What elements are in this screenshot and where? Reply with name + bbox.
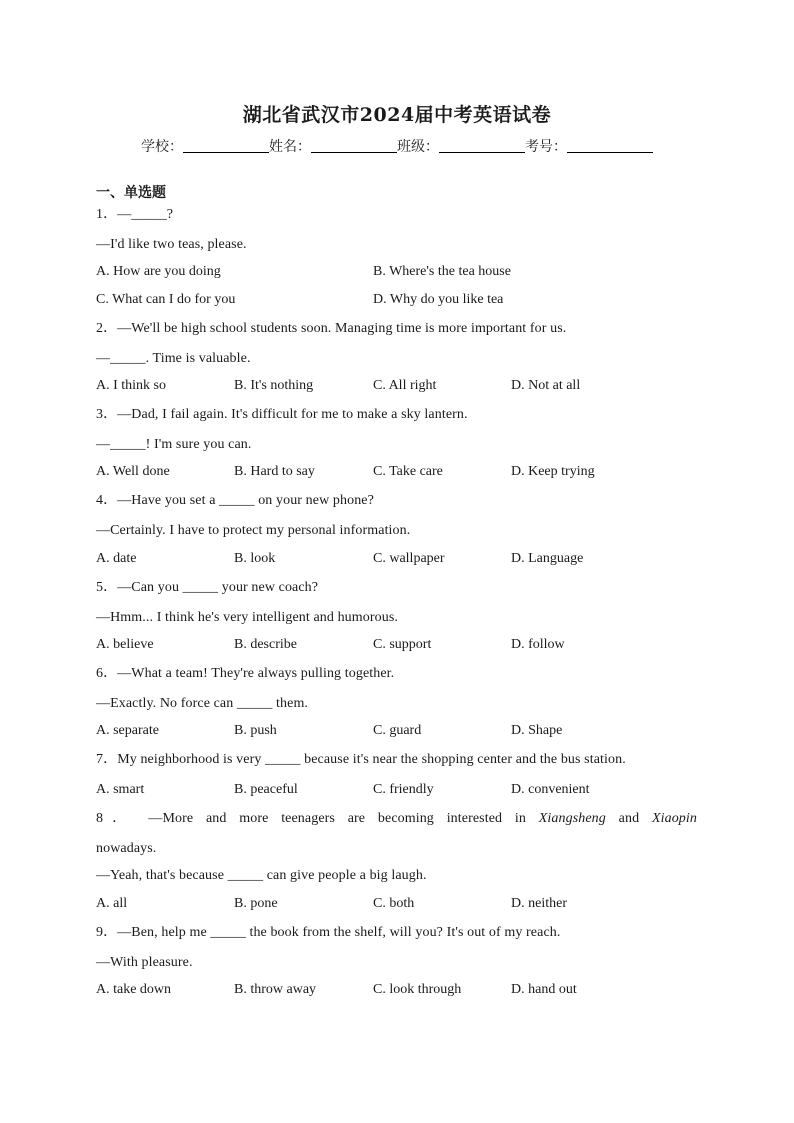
question-2-option-d: D. Not at all [511, 378, 581, 393]
question-5-reply: —Hmm... I think he's very intelligent and humorous. [96, 610, 398, 625]
question-1-option-d: D. Why do you like tea [373, 292, 504, 307]
question-3-option-d: D. Keep trying [511, 464, 595, 479]
question-1-option-c: C. What can I do for you [96, 292, 236, 307]
question-4-option-a: A. date [96, 551, 137, 566]
question-6-option-d: D. Shape [511, 723, 563, 738]
question-1-reply: —I'd like two teas, please. [96, 237, 247, 252]
question-1-stem: 1．—_____? [96, 207, 174, 222]
number-label: 考号： [525, 139, 567, 155]
question-5-stem: 5．—Can you _____ your new coach? [96, 580, 319, 595]
question-5-option-b: B. describe [234, 637, 297, 652]
question-8-term-xiaopin: Xiaopin [651, 811, 697, 826]
question-8-option-a: A. all [96, 896, 128, 911]
question-6-option-c: C. guard [373, 723, 422, 738]
school-blank [183, 139, 269, 153]
question-9-option-c: C. look through [373, 982, 462, 997]
name-label: 姓名： [269, 139, 311, 155]
question-9-stem: 9．—Ben, help me _____ the book from the shelf, will you? It's out of my reach. [96, 925, 561, 940]
student-info-row [0, 136, 794, 156]
question-6-option-a: A. separate [96, 723, 159, 738]
question-7-option-d: D. convenient [511, 782, 590, 797]
question-5-option-a: A. believe [96, 637, 154, 652]
question-5-option-c: C. support [373, 637, 432, 652]
question-9-reply: —With pleasure. [96, 955, 193, 970]
question-8-option-c: C. both [373, 896, 415, 911]
question-2-reply: —_____. Time is valuable. [96, 351, 251, 366]
question-3-reply: —_____! I'm sure you can. [96, 437, 252, 452]
question-7-option-b: B. peaceful [234, 782, 298, 797]
question-5-option-d: D. follow [511, 637, 565, 652]
question-3-option-c: C. Take care [373, 464, 443, 479]
question-8-term-xiangsheng: Xiangsheng [538, 811, 606, 826]
question-7-option-c: C. friendly [373, 782, 434, 797]
question-7-option-a: A. smart [96, 782, 145, 797]
class-blank [439, 139, 525, 153]
question-7-stem: 7．My neighborhood is very _____ because it's near the shopping center and the bus station. [96, 752, 626, 767]
question-1-option-b: B. Where's the tea house [373, 264, 511, 279]
question-3-option-b: B. Hard to say [234, 464, 315, 479]
page-title: 湖北省武汉市2024届中考英语试卷 [242, 104, 552, 126]
school-label: 学校： [141, 139, 183, 155]
question-6-option-b: B. push [234, 723, 277, 738]
question-4-option-b: B. look [234, 551, 276, 566]
name-blank [311, 139, 397, 153]
question-2-option-a: A. I think so [96, 378, 166, 393]
question-3-option-a: A. Well done [96, 464, 170, 479]
class-label: 班级： [397, 139, 439, 155]
question-8-and: and [605, 811, 652, 826]
question-8-option-b: B. pone [234, 896, 278, 911]
question-4-option-d: D. Language [511, 551, 584, 566]
number-blank [567, 139, 653, 153]
question-4-option-c: C. wallpaper [373, 551, 445, 566]
section-title: 一、单选题 [96, 185, 166, 201]
question-8-option-d: D. neither [511, 896, 567, 911]
question-2-option-b: B. It's nothing [234, 378, 314, 393]
question-8-reply: —Yeah, that's because _____ can give people a big laugh. [96, 868, 427, 883]
question-4-reply: —Certainly. I have to protect my personal information. [96, 523, 411, 538]
question-2-stem: 2．—We'll be high school students soon. Managing time is more important for us. [96, 321, 567, 336]
question-8-stem [96, 810, 697, 828]
question-9-option-d: D. hand out [511, 982, 577, 997]
question-8-stem-text: 8． —More and more teenagers are becoming interested in [96, 811, 539, 826]
question-2-option-c: C. All right [373, 378, 437, 393]
question-9-option-b: B. throw away [234, 982, 317, 997]
question-6-reply: —Exactly. No force can _____ them. [96, 696, 309, 711]
question-9-option-a: A. take down [96, 982, 172, 997]
question-1-option-a: A. How are you doing [96, 264, 221, 279]
question-6-stem: 6．—What a team! They're always pulling together. [96, 666, 395, 681]
question-4-stem: 4．—Have you set a _____ on your new phone? [96, 493, 374, 508]
question-3-stem: 3．—Dad, I fail again. It's difficult for me to make a sky lantern. [96, 407, 468, 422]
question-8-stem-continued: nowadays. [96, 841, 157, 856]
